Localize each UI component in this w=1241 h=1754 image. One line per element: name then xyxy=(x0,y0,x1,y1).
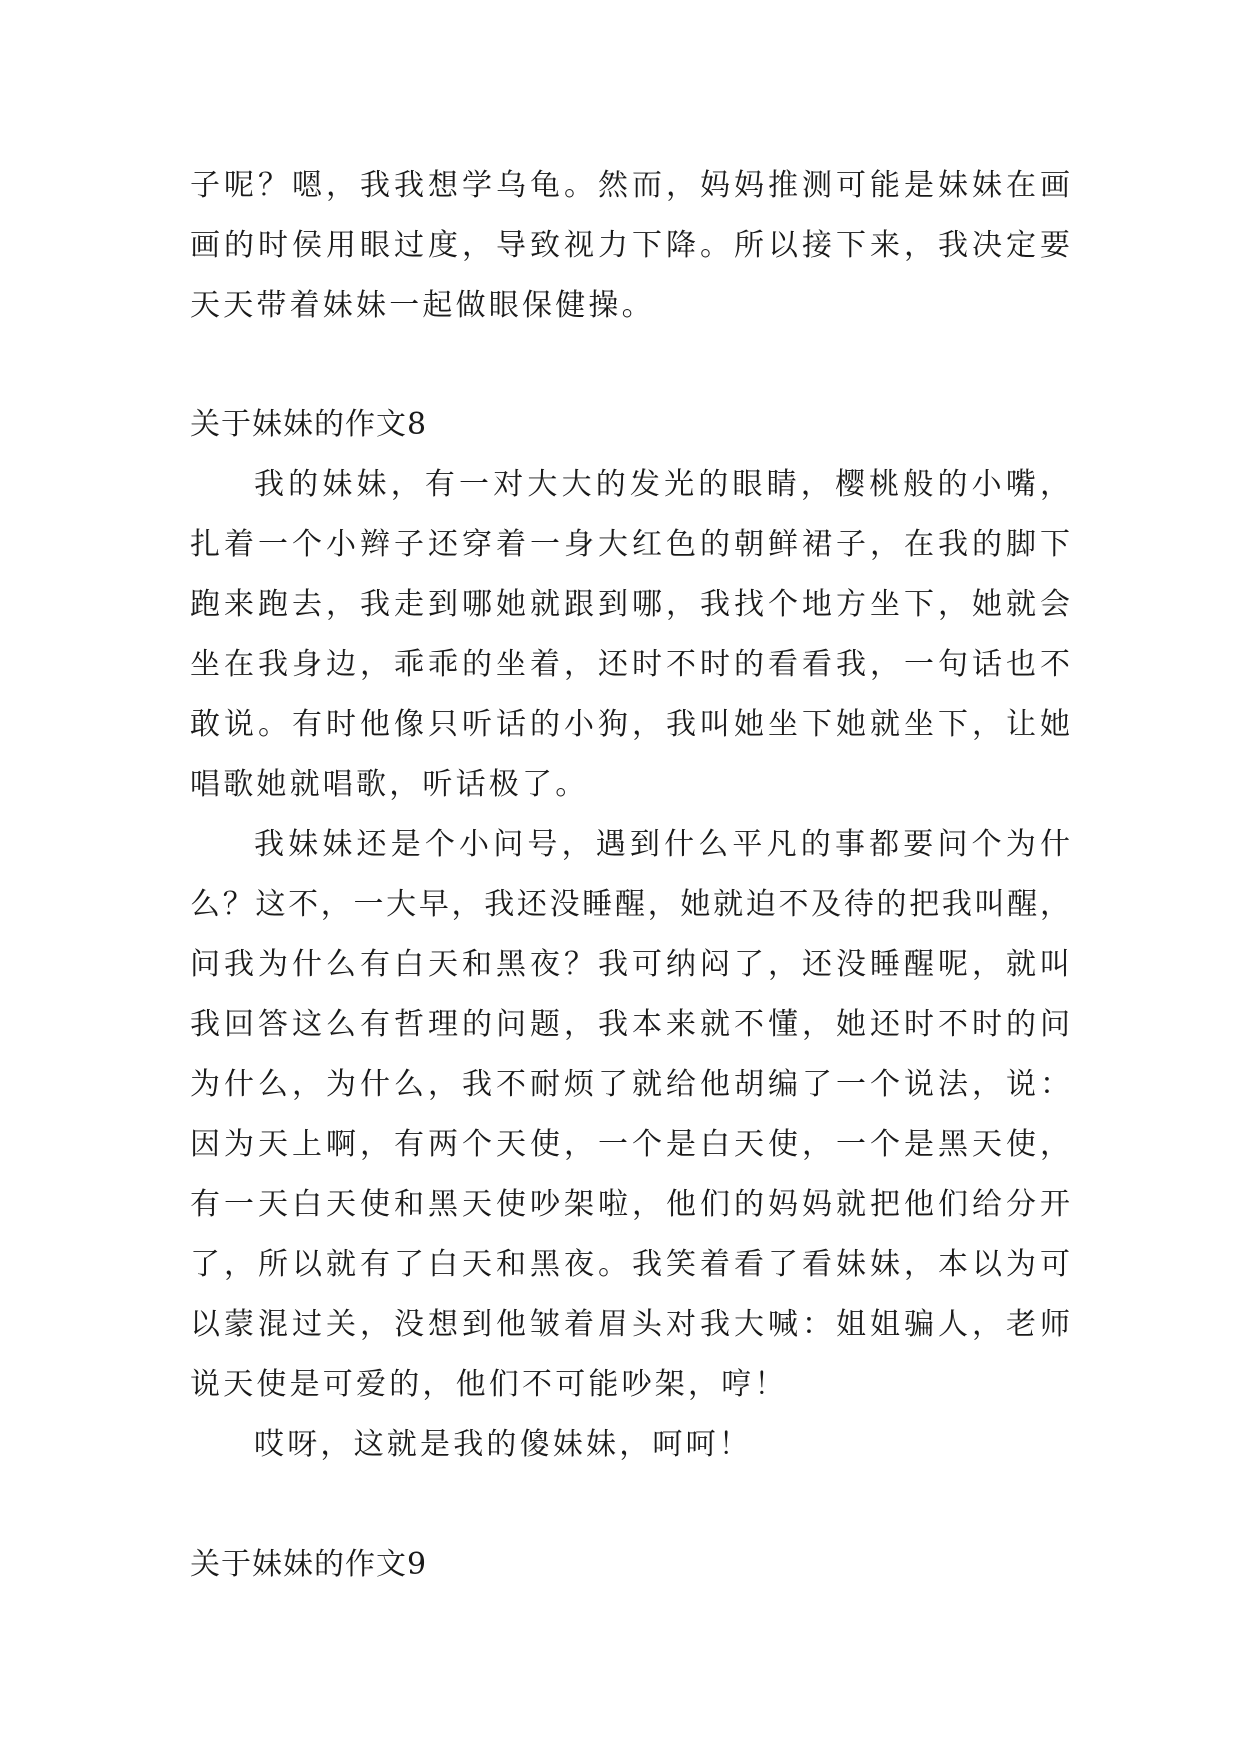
text-line: 我妹妹还是个小问号，遇到什么平凡的事都要问个为什 xyxy=(254,827,1070,862)
text-line: 了，所以就有了白天和黑夜。我笑着看了看妹妹，本以为可 xyxy=(190,1247,1070,1282)
text-line: 扎着一个小辫子还穿着一身大红色的朝鲜裙子，在我的脚下 xyxy=(190,527,1070,562)
text-line: 么？这不，一大早，我还没睡醒，她就迫不及待的把我叫醒， xyxy=(190,887,1070,922)
text-line: 为什么，为什么，我不耐烦了就给他胡编了一个说法，说： xyxy=(190,1067,1070,1102)
text-line: 坐在我身边，乖乖的坐着，还时不时的看看我，一句话也不 xyxy=(190,647,1070,682)
text-line: 天天带着妹妹一起做眼保健操。 xyxy=(190,288,655,323)
section-heading: 关于妹妹的作文9 xyxy=(190,1547,428,1582)
text-line: 子呢？嗯，我我想学乌龟。然而，妈妈推测可能是妹妹在画 xyxy=(190,168,1070,203)
text-line: 哎呀，这就是我的傻妹妹，呵呵！ xyxy=(254,1427,752,1462)
text-line: 因为天上啊，有两个天使，一个是白天使，一个是黑天使， xyxy=(190,1127,1070,1162)
text-line: 问我为什么有白天和黑夜？我可纳闷了，还没睡醒呢，就叫 xyxy=(190,947,1070,982)
text-line: 我的妹妹，有一对大大的发光的眼睛，樱桃般的小嘴， xyxy=(254,467,1070,502)
text-line: 说天使是可爱的，他们不可能吵架，哼！ xyxy=(190,1367,788,1402)
text-line: 画的时侯用眼过度，导致视力下降。所以接下来，我决定要 xyxy=(190,228,1070,263)
text-line: 以蒙混过关，没想到他皱着眉头对我大喊：姐姐骗人，老师 xyxy=(190,1307,1070,1342)
text-line: 唱歌她就唱歌，听话极了。 xyxy=(190,767,589,802)
text-line: 我回答这么有哲理的问题，我本来就不懂，她还时不时的问 xyxy=(190,1007,1070,1042)
text-line: 跑来跑去，我走到哪她就跟到哪，我找个地方坐下，她就会 xyxy=(190,587,1070,622)
section-heading: 关于妹妹的作文8 xyxy=(190,407,428,442)
text-line: 敢说。有时他像只听话的小狗，我叫她坐下她就坐下，让她 xyxy=(190,707,1070,742)
text-line: 有一天白天使和黑天使吵架啦，他们的妈妈就把他们给分开 xyxy=(190,1187,1070,1222)
